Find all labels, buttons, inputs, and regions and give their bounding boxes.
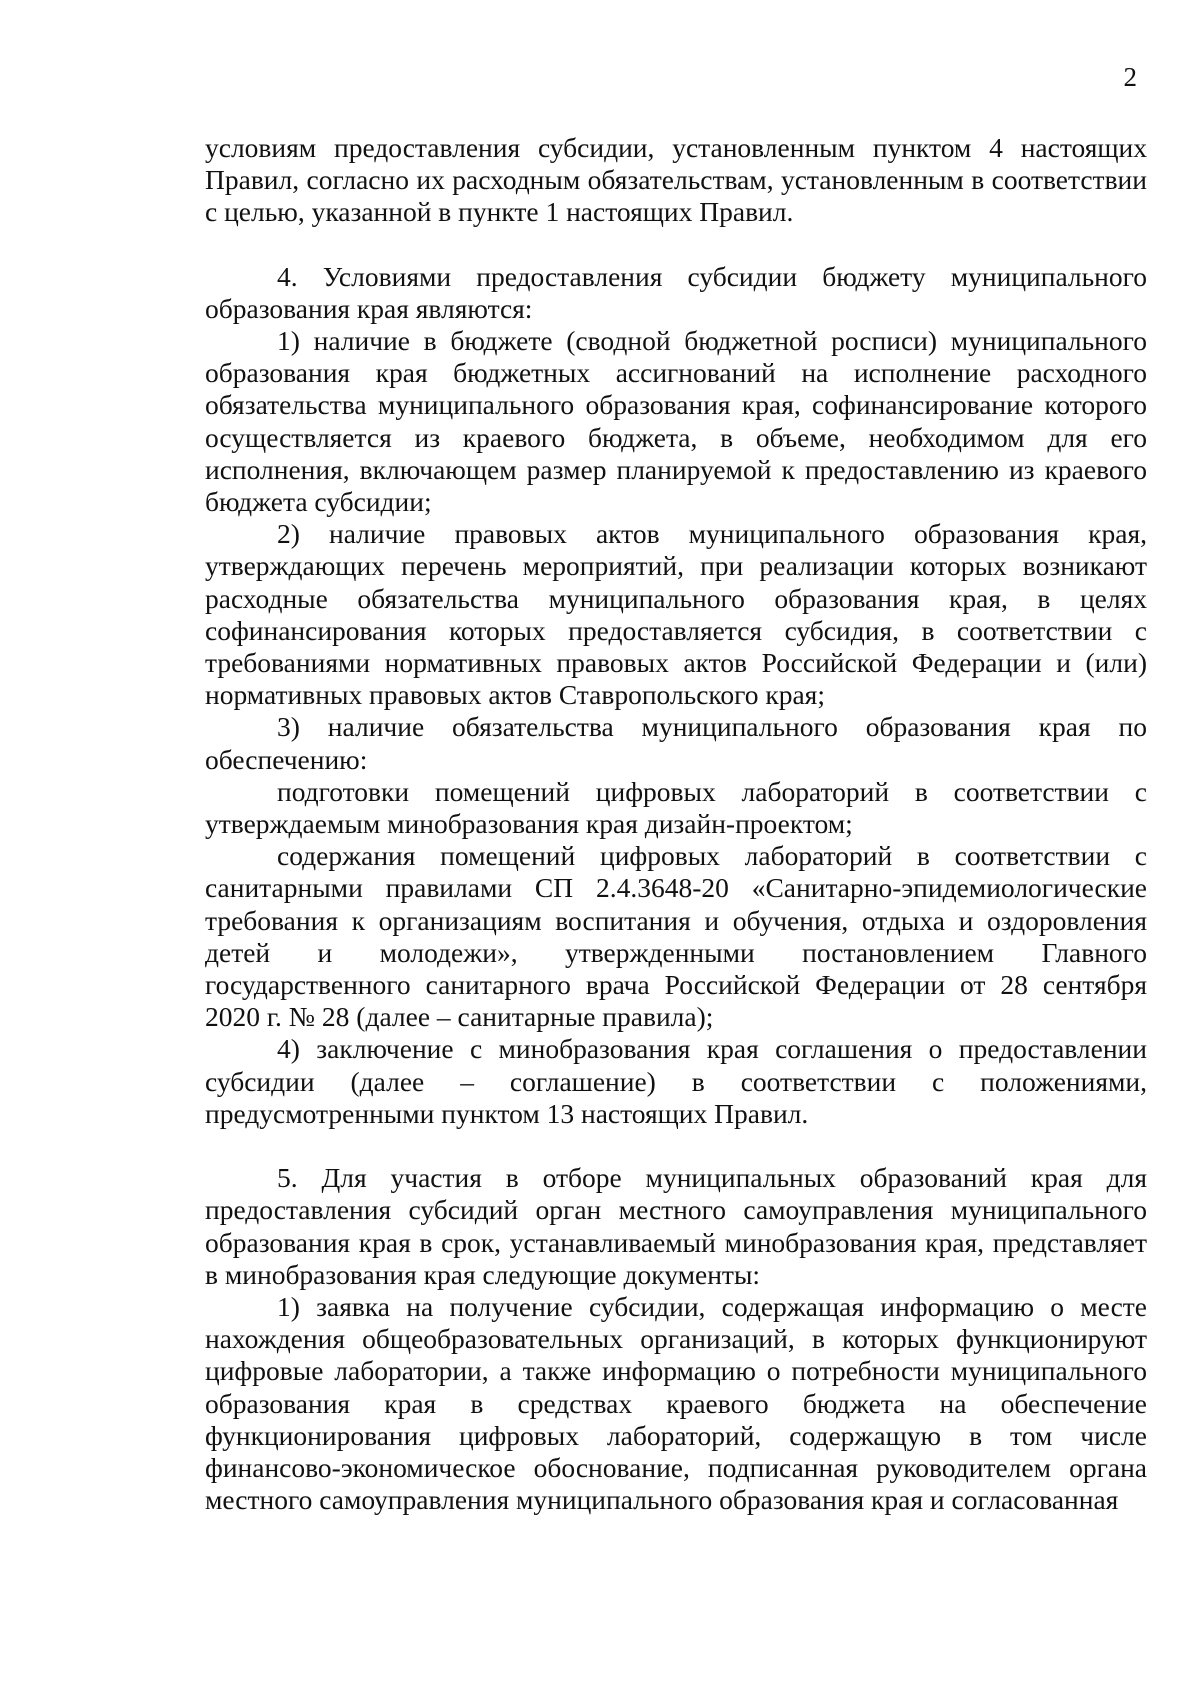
paragraph-item-3-sub-1: подготовки помещений цифровых лабораторий в соответствии с утверждаемым минобразования края дизайн-проектом;	[205, 775, 1147, 840]
paragraph-clause-4-item-1: 1) наличие в бюджете (сводной бюджетной росписи) муниципального образования края бюджетных ассигнований на исполнение расходного обязательства муниципального образования края, софинансирование которого осуществляется из краевого бюджета, в объеме, необходимом для его исполнения, включающем размер планируемой к предоставлению из краевого бюджета субсидии;	[205, 325, 1147, 518]
paragraph-clause-4-item-2: 2) наличие правовых актов муниципального образования края, утверждающих перечень мероприятий, при реализации которых возникают расходные обязательства муниципального образования края, в целях софинансирования которых предоставляется субсидия, в соответствии с требованиями нормативных правовых актов Российской Федерации и (или) нормативных правовых актов Ставропольского края;	[205, 518, 1147, 711]
paragraph-clause-4: 4. Условиями предоставления субсидии бюджету муниципального образования края являются:	[205, 260, 1147, 324]
paragraph-clause-4-item-3: 3) наличие обязательства муниципального образования края по обеспечению:	[205, 711, 1147, 775]
paragraph-clause-4-item-4: 4) заключение с минобразования края соглашения о предоставлении субсидии (далее – соглашение) в соответствии с положениями, предусмотренными пунктом 13 настоящих Правил.	[205, 1033, 1147, 1129]
document-body	[205, 132, 1147, 1516]
paragraph-item-3-sub-2: содержания помещений цифровых лабораторий в соответствии с санитарными правилами СП 2.4.3648-20 «Санитарно-эпидемиологические требования к организациям воспитания и обучения, отдыха и оздоровления детей и молодежи», утвержденными постановлением Главного государственного санитарного врача Российской Федерации от 28 сентября 2020 г. № 28 (далее – санитарные правила);	[205, 840, 1147, 1033]
paragraph-spacer	[205, 1130, 1147, 1162]
paragraph-clause-5: 5. Для участия в отборе муниципальных образований края для предоставления субсидий орган местного самоуправления муниципального образования края в срок, устанавливаемый минобразования края, представляет в минобразования края следующие документы:	[205, 1162, 1147, 1290]
paragraph-clause-5-item-1: 1) заявка на получение субсидии, содержащая информацию о месте нахождения общеобразовательных организаций, в которых функционируют цифровые лаборатории, а также информацию о потребности муниципального образования края в средствах краевого бюджета на обеспечение функционирования цифровых лабораторий, содержащую в том числе финансово-экономическое обоснование, подписанная руководителем органа местного самоуправления муниципального образования края и согласованная	[205, 1290, 1147, 1516]
paragraph-spacer	[205, 229, 1147, 261]
paragraph-continuation: условиям предоставления субсидии, установленным пунктом 4 настоящих Правил, согласно их расходным обязательствам, установленным в соответствии с целью, указанной в пункте 1 настоящих Правил.	[205, 132, 1147, 228]
page-number: 2	[1123, 62, 1137, 92]
